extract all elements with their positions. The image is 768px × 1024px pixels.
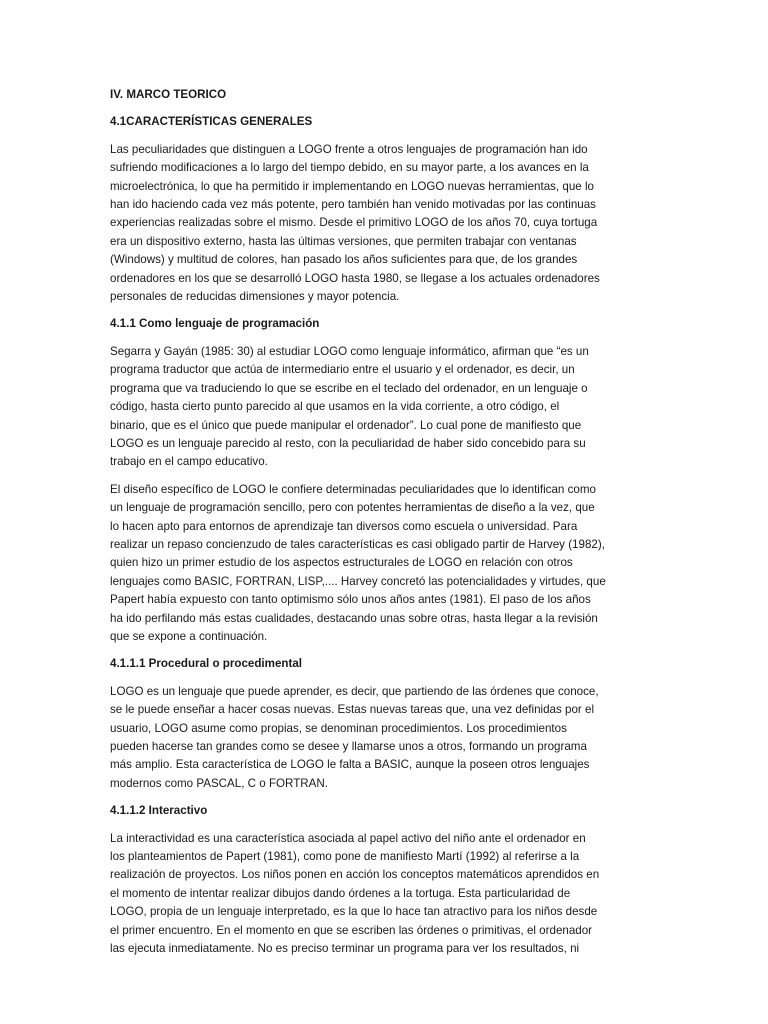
text-line: LOGO es un lenguaje que puede aprender, es decir, que partiendo de las órdenes que conoce, <box>110 684 599 698</box>
text-line: los planteamientos de Papert (1981), como pone de manifiesto Martí (1992) al referirse a la <box>110 850 580 864</box>
subsection-title: 4.1CARACTERÍSTICAS GENERALES <box>110 115 313 129</box>
paragraph-procedural <box>110 683 658 793</box>
paragraph-segarra-gayan <box>110 343 658 472</box>
paragraph-peculiaridades <box>110 141 658 307</box>
text-line: binario, que es el único que puede manipular el ordenador”. Lo cual pone de manifiesto que <box>110 418 582 432</box>
text-line: usuario, LOGO asume como propias, se denominan procedimientos. Los procedimientos <box>110 721 567 735</box>
text-line: El diseño específico de LOGO le confiere determinadas peculiaridades que lo identifican como <box>110 482 596 496</box>
text-line: realización de proyectos. Los niños ponen en acción los conceptos matemáticos aprendidos en <box>110 868 600 882</box>
text-line: Segarra y Gayán (1985: 30) al estudiar LOGO como lenguaje informático, afirman que “es un <box>110 344 589 358</box>
text-line: el momento de intentar realizar dibujos dando órdenes a la tortuga. Esta particularidad de <box>110 886 571 900</box>
text-line: LOGO es un lenguaje parecido al resto, con la peculiaridad de haber sido concebido para su <box>110 436 586 450</box>
text-line: se le puede enseñar a hacer cosas nuevas. Estas nuevas tareas que, una vez definidas por el <box>110 703 595 717</box>
text-line: las ejecuta inmediatamente. No es preciso terminar un programa para ver los resultados, ni <box>110 942 580 956</box>
section-title: IV. MARCO TEORICO <box>110 88 227 101</box>
paragraph-diseno-especifico <box>110 481 658 647</box>
heading-lenguaje-programacion: 4.1.1 Como lenguaje de programación <box>110 317 320 331</box>
heading-procedural: 4.1.1.1 Procedural o procedimental <box>110 657 303 671</box>
text-line: experiencias realizadas sobre el mismo. Desde el primitivo LOGO de los años 70, cuya tortuga <box>110 216 598 230</box>
text-line: quien hizo un primer estudio de los aspectos estructurales de LOGO en relación con otros <box>110 556 573 570</box>
text-line: han ido haciendo cada vez más potente, pero también han venido motivadas por las continuas <box>110 198 596 212</box>
text-line: programa traductor que actúa de intermediario entre el usuario y el ordenador, es decir, un <box>110 363 575 377</box>
text-line: más amplio. Esta característica de LOGO le falta a BASIC, aunque la poseen otros lenguajes <box>110 758 590 772</box>
text-line: pueden hacerse tan grandes como se desee y llamarse unos a otros, formando un programa <box>110 740 587 753</box>
text-line: el primer encuentro. En el momento en que se escriben las órdenes o primitivas, el ordenador <box>110 923 593 937</box>
text-line: Las peculiaridades que distinguen a LOGO frente a otros lenguajes de programación han ido <box>110 142 588 156</box>
text-line: personales de reducidas dimensiones y mayor potencia. <box>110 290 400 304</box>
text-line: microelectrónica, lo que ha permitido ir implementando en LOGO nuevas herramientas, que lo <box>110 179 594 193</box>
text-line: realizar un repaso concienzudo de tales características es casi obligado partir de Harvey (1982), <box>110 537 605 551</box>
text-line: sufriendo modificaciones a lo largo del tiempo debido, en su mayor parte, a los avances en la <box>110 161 589 175</box>
text-line: ha ido perfilando más estas cualidades, destacando unas sobre otras, hasta llegar a la revisión <box>110 611 598 625</box>
text-line: lo hacen apto para entornos de aprendizaje tan diversos como escuela o universidad. Para <box>110 519 578 533</box>
heading-interactivo: 4.1.1.2 Interactivo <box>110 804 208 818</box>
paragraph-interactividad <box>110 830 658 959</box>
text-line: era un dispositivo externo, hasta las últimas versiones, que permiten trabajar con ventanas <box>110 234 577 248</box>
text-line: (Windows) y multitud de colores, han pasado los años suficientes para que, de los grandes <box>110 253 578 267</box>
text-line: ordenadores en los que se desarrolló LOGO hasta 1980, se llegase a los actuales ordenadores <box>110 271 600 285</box>
text-line: código, hasta cierto punto parecido al que usamos en la vida corriente, a otro código, el <box>110 400 560 414</box>
text-line: lenguajes como BASIC, FORTRAN, LISP,.... Harvey concretó las potencialidades y virtudes, que <box>110 574 606 588</box>
document-page <box>110 86 658 967</box>
text-line: modernos como PASCAL, C o FORTRAN. <box>110 776 328 790</box>
text-line: un lenguaje de programación sencillo, pero con potentes herramientas de diseño a la vez, que <box>110 501 595 515</box>
text-line: trabajo en el campo educativo. <box>110 455 268 469</box>
text-line: La interactividad es una característica asociada al papel activo del niño ante el ordenador en <box>110 831 586 845</box>
text-line: programa que va traduciendo lo que se escribe en el teclado del ordenador, en un lenguaje o <box>110 381 588 395</box>
text-line: que se expone a continuación. <box>110 629 268 643</box>
text-line: LOGO, propia de un lenguaje interpretado, es la que lo hace tan atractivo para los niños desde <box>110 905 598 919</box>
text-line: Papert había expuesto con tanto optimismo sólo unos años antes (1981). El paso de los años <box>110 593 591 607</box>
